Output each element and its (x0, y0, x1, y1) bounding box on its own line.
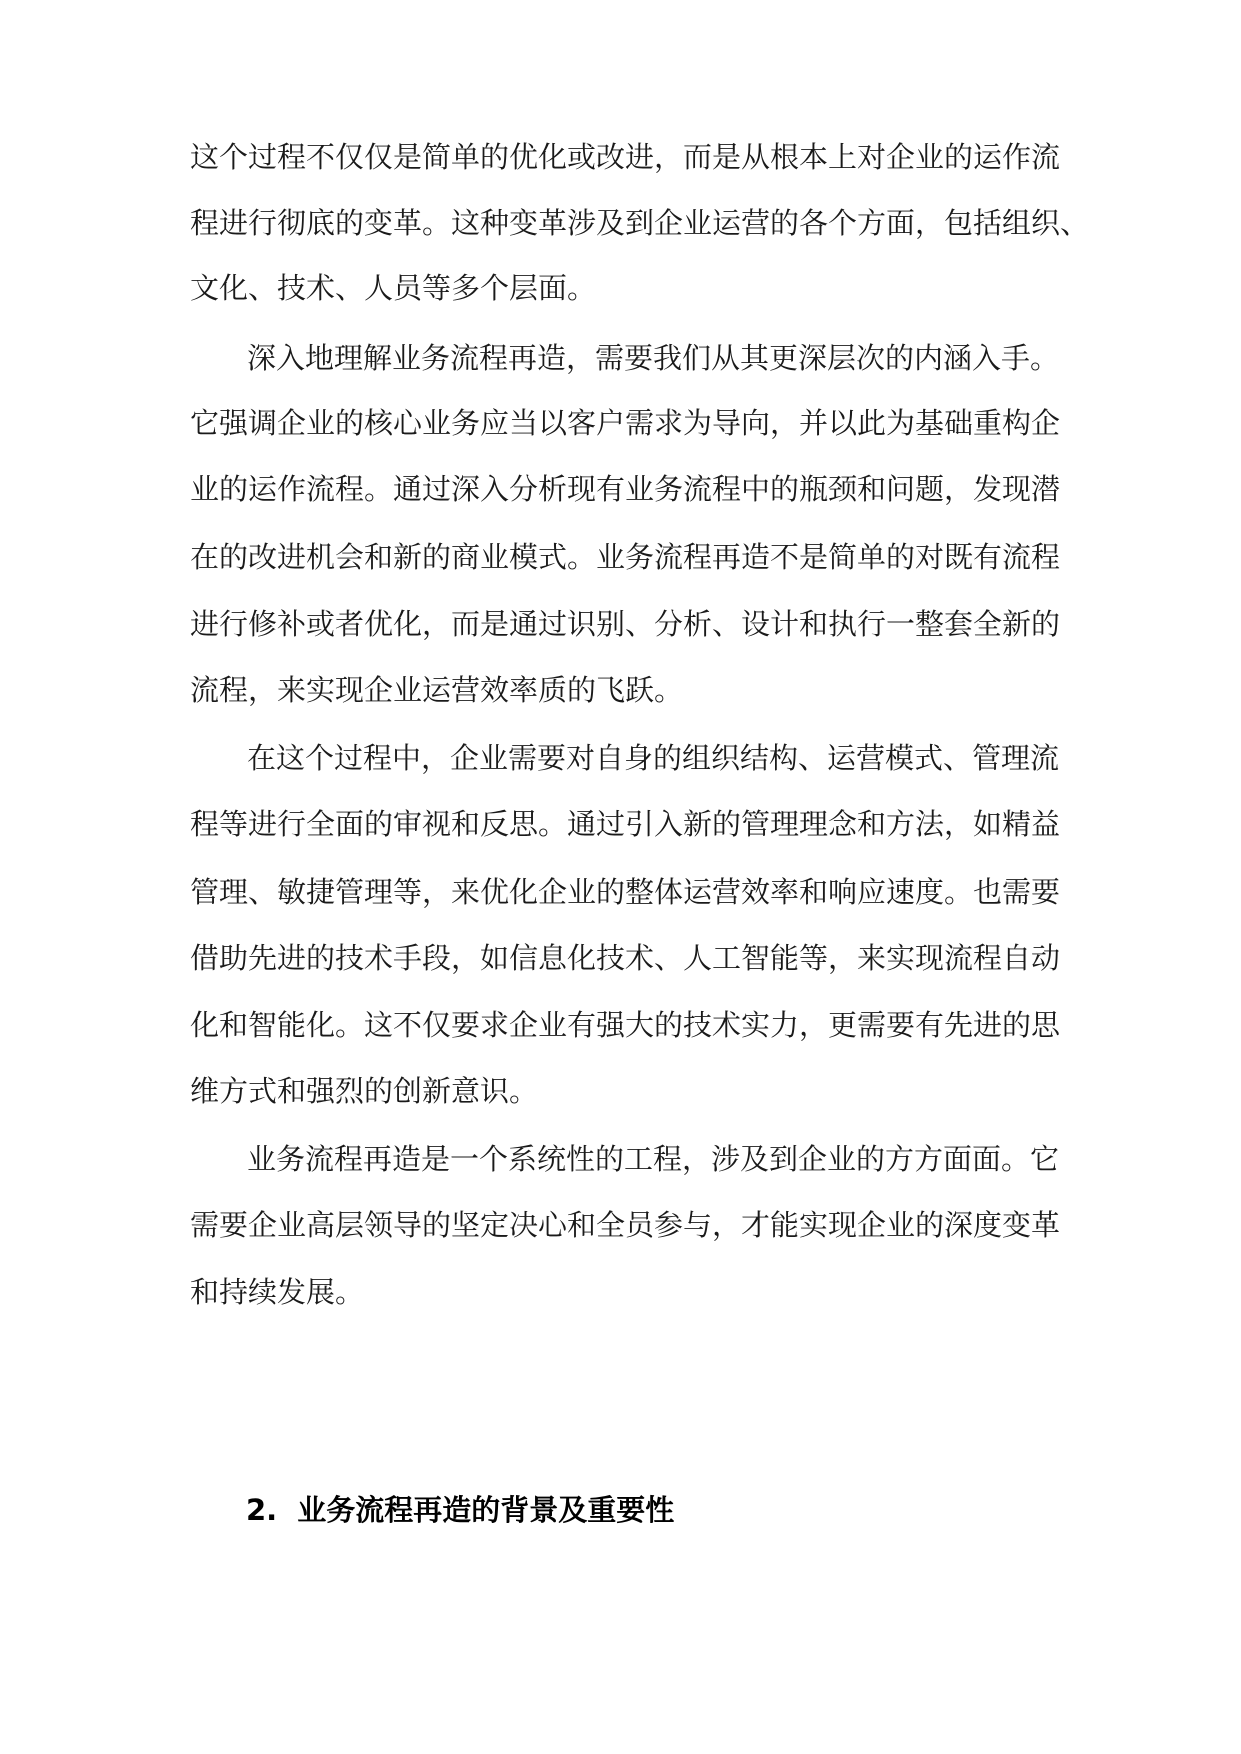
paragraph-2-line-4: 在的改进机会和新的商业模式。业务流程再造不是简单的对既有流程 (190, 540, 1061, 574)
section-heading (246, 1488, 674, 1532)
paragraph-3-line-1: 在这个过程中，企业需要对自身的组织结构、运营模式、管理流 (247, 741, 1060, 775)
paragraph-2-line-5: 进行修补或者优化，而是通过识别、分析、设计和执行一整套全新的 (190, 607, 1061, 641)
paragraph-3-line-2: 程等进行全面的审视和反思。通过引入新的管理理念和方法，如精益 (190, 807, 1061, 841)
paragraph-4-line-2: 需要企业高层领导的坚定决心和全员参与，才能实现企业的深度变革 (190, 1208, 1061, 1242)
paragraph-1-line-2: 程进行彻底的变革。这种变革涉及到企业运营的各个方面，包括组织、 (190, 206, 1090, 240)
paragraph-4-line-3: 和持续发展。 (190, 1275, 365, 1309)
section-number: 2. (246, 1493, 278, 1527)
paragraph-2-line-2: 它强调企业的核心业务应当以客户需求为导向，并以此为基础重构企 (190, 406, 1061, 440)
paragraph-1-line-3: 文化、技术、人员等多个层面。 (190, 271, 597, 305)
paragraph-4-line-1: 业务流程再造是一个系统性的工程，涉及到企业的方方面面。它 (247, 1142, 1060, 1176)
paragraph-2-line-6: 流程，来实现企业运营效率质的飞跃。 (190, 673, 684, 707)
paragraph-2-line-3: 业的运作流程。通过深入分析现有业务流程中的瓶颈和问题，发现潜 (190, 472, 1061, 506)
paragraph-1-line-1: 这个过程不仅仅是简单的优化或改进，而是从根本上对企业的运作流 (190, 140, 1061, 174)
paragraph-3-line-5: 化和智能化。这不仅要求企业有强大的技术实力，更需要有先进的思 (190, 1008, 1061, 1042)
section-title: 业务流程再造的背景及重要性 (297, 1493, 675, 1527)
paragraph-3-line-3: 管理、敏捷管理等，来优化企业的整体运营效率和响应速度。也需要 (190, 875, 1061, 909)
paragraph-2-line-1: 深入地理解业务流程再造，需要我们从其更深层次的内涵入手。 (247, 341, 1060, 375)
paragraph-3-line-4: 借助先进的技术手段，如信息化技术、人工智能等，来实现流程自动 (190, 941, 1061, 975)
paragraph-3-line-6: 维方式和强烈的创新意识。 (190, 1074, 539, 1108)
